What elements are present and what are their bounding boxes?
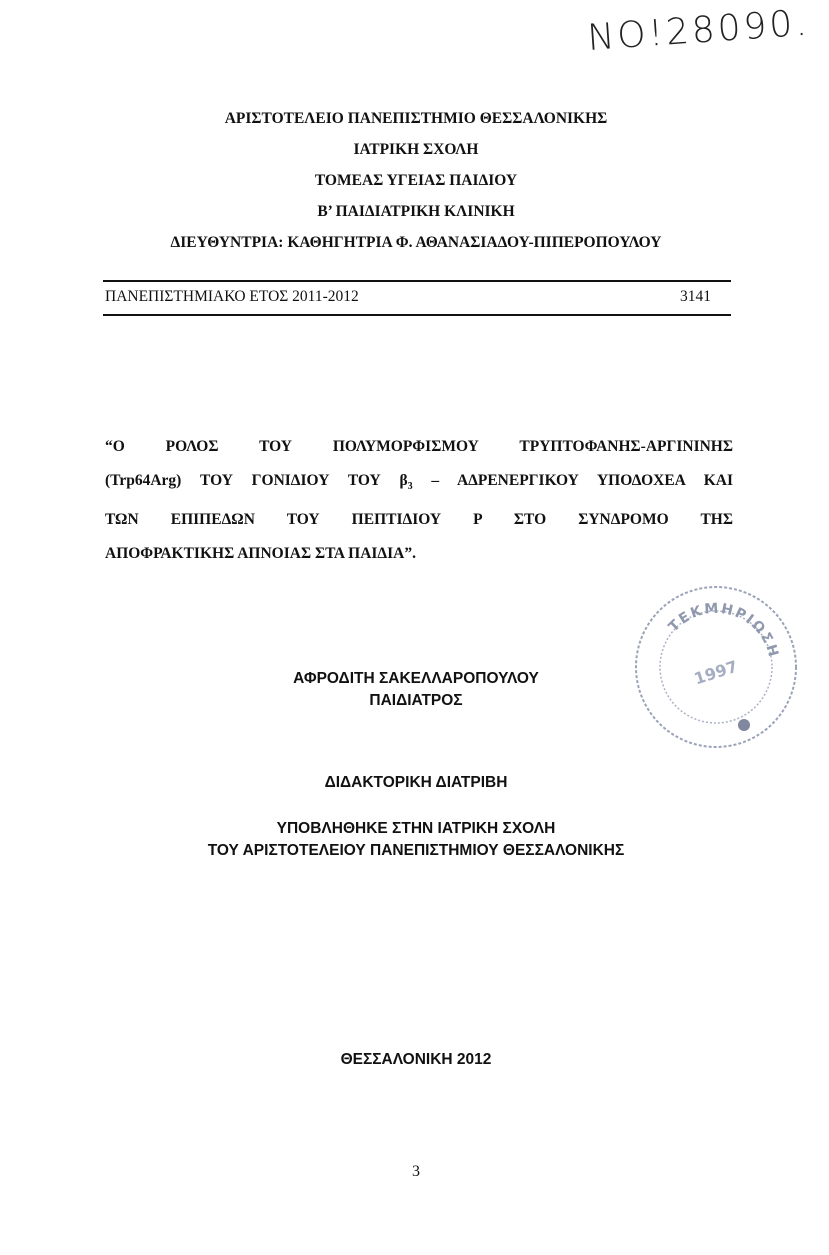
thesis-title-line-4: ΑΠΟΦΡΑΚΤΙΚΗΣ ΑΠΝΟΙΑΣ ΣΤΑ ΠΑΙΔΙΑ”. [105,544,416,562]
thesis-title-line-3: ΤΩΝ ΕΠΙΠΕΔΩΝ ΤΟΥ ΠΕΠΤΙΔΙΟΥ Ρ ΣΤΟ ΣΥΝΔΡΟΜΟ ΤΗΣ [105,511,733,529]
clinic-name: Β’ ΠΑΙΔΙΑΤΡΙΚΗ ΚΛΙΝΙΚΗ [317,203,515,220]
thesis-title-subscript: 3 [407,480,413,492]
document-number: 3141 [680,288,711,305]
svg-text:ΤΕΚΜΗΡΙΩΣΗ [666,601,782,661]
submission-line-1: ΥΠΟΒΛΗΘΗΚΕ ΣΤΗΝ ΙΑΤΡΙΚΗ ΣΧΟΛΗ [276,820,556,837]
thesis-title-line-2 [105,464,733,504]
thesis-type-block [100,772,732,794]
academic-year-row [105,287,711,307]
stamp-dot-icon [738,719,750,731]
school-name: ΙΑΤΡΙΚΗ ΣΧΟΛΗ [353,141,479,158]
university-name: ΑΡΙΣΤΟΤΕΛΕΙΟ ΠΑΝΕΠΙΣΤΗΜΙΟ ΘΕΣΣΑΛΟΝΙΚΗΣ [224,110,608,127]
thesis-title-line-2-a: (Trp64Arg) ΤΟΥ ΓΟΝΙΔΙΟΥ ΤΟΥ β [105,471,408,489]
bottom-rule [103,314,731,316]
stamp-arc-text: ΤΕΚΜΗΡΙΩΣΗ [665,600,782,661]
institution-header [100,103,732,258]
stamp-center-text: 1997 [691,656,740,689]
page-number: 3 [412,1163,420,1180]
author-block [100,668,732,712]
thesis-title-line-1: “Ο ΡΟΛΟΣ ΤΟΥ ΠΟΛΥΜΟΡΦΙΣΜΟΥ ΤΡΥΠΤΟΦΑΝΗΣ-ΑΡΓΙΝΙΝΗΣ [105,438,733,455]
handwritten-accession-number: ΝΟ!28090. [586,2,812,59]
thesis-title [105,430,733,570]
director-line: ΔΙΕΥΘΥΝΤΡΙΑ: ΚΑΘΗΓΗΤΡΙΑ Φ. ΑΘΑΝΑΣΙΑΔΟΥ-ΠΙΠΕΡΟΠΟΥΛΟΥ [170,234,662,251]
submission-block [100,818,732,862]
academic-year: ΠΑΝΕΠΙΣΤΗΜΙΑΚΟ ΕΤΟΣ 2011-2012 [105,288,359,305]
author-name: ΑΦΡΟΔΙΤΗ ΣΑΚΕΛΛΑΡΟΠΟΥΛΟΥ [293,670,539,687]
top-rule [103,280,731,282]
place-year: ΘΕΣΣΑΛΟΝΙΚΗ 2012 [340,1051,492,1068]
department-name: ΤΟΜΕΑΣ ΥΓΕΙΑΣ ΠΑΙΔΙΟΥ [314,172,518,189]
thesis-title-line-2-b: – ΑΔΡΕΝΕΡΓΙΚΟΥ ΥΠΟΔΟΧΕΑ ΚΑΙ [412,471,733,489]
place-year-block [100,1049,732,1071]
library-stamp [632,583,800,751]
thesis-type: ΔΙΔΑΚΤΟΡΙΚΗ ΔΙΑΤΡΙΒΗ [324,774,508,791]
submission-line-2: ΤΟΥ ΑΡΙΣΤΟΤΕΛΕΙΟΥ ΠΑΝΕΠΙΣΤΗΜΙΟΥ ΘΕΣΣΑΛΟΝΙΚΗΣ [207,842,625,859]
author-title: ΠΑΙΔΙΑΤΡΟΣ [369,692,463,709]
